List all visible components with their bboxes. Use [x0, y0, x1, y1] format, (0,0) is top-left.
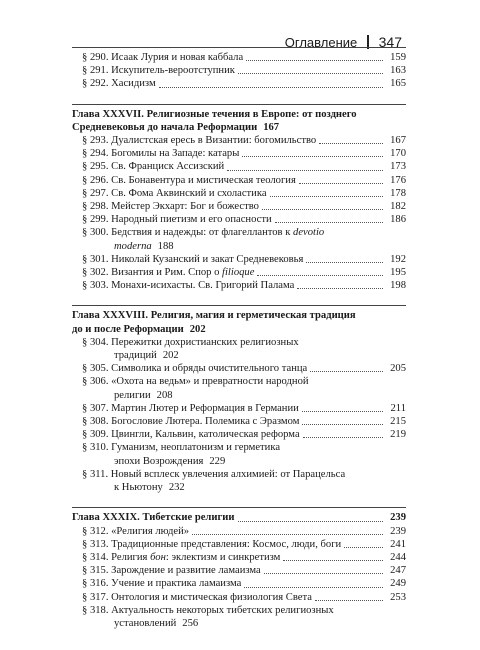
dot-leader — [344, 547, 383, 548]
entry-text: § 295. Св. Франциск Ассизский — [82, 161, 225, 173]
page-ref: 211 — [390, 402, 406, 414]
entry-text: § 318. Актуальность некоторых тибетских религиозных — [82, 604, 334, 616]
section-entry[interactable] — [72, 187, 406, 200]
dot-leader — [306, 262, 383, 263]
section-entry[interactable] — [72, 402, 406, 415]
page-ref: 192 — [390, 253, 406, 265]
page-ref: 202 — [189, 323, 206, 335]
entry-text: § 294. Богомилы на Западе: катары — [82, 148, 240, 160]
section-entry[interactable] — [72, 226, 406, 252]
entry-text: § 316. Учение и практика ламаизма — [82, 578, 242, 590]
section-entry[interactable] — [72, 525, 406, 538]
table-of-contents — [72, 47, 406, 630]
page-ref: 239 — [390, 525, 406, 537]
dot-leader — [246, 60, 383, 61]
toc-group — [72, 507, 406, 630]
entry-text: § 305. Символика и обряды очистительного танца — [82, 363, 308, 375]
toc-group — [72, 104, 406, 293]
dot-leader — [283, 560, 383, 561]
page-ref: 195 — [390, 267, 406, 279]
section-entry[interactable] — [72, 604, 406, 630]
entry-text: § 308. Богословие Лютера. Полемика с Эразмом — [82, 416, 300, 428]
section-entry[interactable] — [72, 415, 406, 428]
page-ref: 159 — [390, 52, 406, 63]
dot-leader — [159, 87, 383, 88]
chapter-heading[interactable] — [72, 309, 406, 335]
dot-leader — [302, 424, 383, 425]
dot-leader — [303, 437, 383, 438]
chapter-heading[interactable] — [72, 511, 406, 524]
page-ref: 167 — [390, 135, 406, 147]
dot-leader — [264, 573, 383, 574]
page-number: 347 — [378, 34, 402, 50]
section-entry[interactable] — [72, 538, 406, 551]
section-entry[interactable] — [72, 134, 406, 147]
dot-leader — [270, 196, 383, 197]
page-ref: 167 — [263, 121, 280, 133]
entry-text: § 315. Зарождение и развитие ламаизма — [82, 565, 261, 577]
page-ref: 256 — [182, 617, 199, 629]
section-entry[interactable] — [72, 468, 406, 494]
section-entry[interactable] — [72, 51, 406, 64]
entry-text: § 317. Онтология и мистическая физиология Света — [82, 591, 312, 603]
section-entry[interactable] — [72, 577, 406, 590]
dot-leader — [315, 600, 383, 601]
page-ref: 229 — [209, 455, 226, 467]
page-ref: 182 — [390, 201, 406, 213]
section-entry[interactable] — [72, 160, 406, 173]
dot-leader — [310, 371, 383, 372]
dot-leader — [227, 170, 383, 171]
entry-text: § 300. Бедствия и надежды: от флагеллантов к devotio — [82, 227, 325, 239]
section-entry[interactable] — [72, 77, 406, 90]
section-entry[interactable] — [72, 253, 406, 266]
page-ref: 208 — [156, 389, 173, 401]
entry-text: § 310. Гуманизм, неоплатонизм и герметика — [82, 442, 281, 454]
entry-text: § 299. Народный пиетизм и его опасности — [82, 214, 272, 226]
dot-leader — [244, 587, 383, 588]
page-ref: 232 — [168, 482, 185, 494]
section-entry[interactable] — [72, 591, 406, 604]
entry-text: эпохи Возрождения — [114, 455, 204, 467]
entry-text: § 306. «Охота на ведьм» и превратности народной — [82, 376, 309, 388]
dot-leader — [262, 209, 383, 210]
section-entry[interactable] — [72, 336, 406, 362]
dot-leader — [242, 156, 383, 157]
toc-group — [72, 47, 406, 91]
page-ref: 163 — [390, 65, 406, 77]
entry-text: § 312. «Религия людей» — [82, 525, 190, 537]
page-ref: 241 — [390, 538, 406, 550]
dot-leader — [297, 288, 383, 289]
dot-leader — [302, 411, 383, 412]
page-ref: 202 — [162, 350, 179, 362]
page-ref: 205 — [390, 363, 406, 375]
page-ref: 219 — [390, 429, 406, 441]
page-ref: 176 — [390, 174, 406, 186]
entry-text: § 311. Новый всплеск увлечения алхимией: от Парацельса — [82, 468, 346, 480]
entry-text: § 298. Мейстер Экхарт: Бог и божество — [82, 201, 259, 213]
entry-text: § 309. Цвингли, Кальвин, католическая реформа — [82, 429, 300, 441]
entry-text: § 292. Хасидизм — [82, 78, 156, 90]
entry-text: Глава XXXIX. Тибетские религии — [72, 512, 235, 524]
entry-text: § 301. Николай Кузанский и закат Средневековья — [82, 253, 304, 265]
entry-text: § 307. Мартин Лютер и Реформация в Германии — [82, 402, 299, 414]
section-entry[interactable] — [72, 174, 406, 187]
section-entry[interactable] — [72, 564, 406, 577]
section-entry[interactable] — [72, 200, 406, 213]
dot-leader — [299, 183, 383, 184]
page-ref: 173 — [390, 161, 406, 173]
entry-text: § 291. Искупитель-вероотступник — [82, 65, 235, 77]
page-ref: 244 — [390, 551, 406, 563]
entry-text: § 296. Св. Бонавентура и мистическая теология — [82, 174, 296, 186]
entry-text: § 314. Религия бон: эклектизм и синкретизм — [82, 551, 281, 563]
section-entry[interactable] — [72, 213, 406, 226]
running-title: Оглавление — [284, 34, 358, 50]
entry-text: традиций — [114, 350, 157, 362]
page-ref: 170 — [390, 148, 406, 160]
page-ref: 247 — [390, 565, 406, 577]
page-ref: 178 — [390, 187, 406, 199]
entry-text: до и после Реформации — [72, 323, 184, 335]
entry-text: установлений — [114, 617, 177, 629]
entry-text: Глава XXXVIII. Религия, магия и герметическая традиция — [72, 310, 356, 322]
section-entry[interactable] — [72, 362, 406, 375]
dot-leader — [319, 143, 383, 144]
section-entry[interactable] — [72, 428, 406, 441]
page-ref: 215 — [390, 416, 406, 428]
dot-leader — [238, 521, 384, 522]
entry-text: § 313. Традиционные представления: Космос, люди, боги — [82, 538, 342, 550]
entry-text: к Ньютону — [114, 482, 163, 494]
entry-text: Средневековья до начала Реформации — [72, 121, 258, 133]
dot-leader — [192, 534, 383, 535]
page-ref: 198 — [390, 280, 406, 292]
dot-leader — [238, 73, 383, 74]
page-ref: 249 — [390, 578, 406, 590]
page-ref: 165 — [390, 78, 406, 90]
dot-leader — [275, 222, 383, 223]
section-entry[interactable] — [72, 266, 406, 279]
entry-text: Глава XXXVII. Религиозные течения в Европе: от позднего — [72, 108, 357, 120]
entry-text: § 293. Дуалистская ересь в Византии: богомильство — [82, 135, 317, 147]
dot-leader — [257, 275, 383, 276]
page-ref: 188 — [157, 240, 174, 252]
section-entry[interactable] — [72, 147, 406, 160]
entry-text: § 303. Монахи-исихасты. Св. Григорий Палама — [82, 280, 295, 292]
entry-text: § 290. Исаак Лурия и новая каббала — [82, 52, 244, 63]
page-ref: 239 — [390, 512, 406, 524]
page-ref: 186 — [390, 214, 406, 226]
entry-text: религии — [114, 389, 151, 401]
entry-text: moderna — [114, 240, 152, 252]
section-entry[interactable] — [72, 551, 406, 564]
section-entry[interactable] — [72, 441, 406, 467]
chapter-heading[interactable] — [72, 108, 406, 134]
page-ref: 253 — [390, 591, 406, 603]
section-entry[interactable] — [72, 64, 406, 77]
section-entry[interactable] — [72, 279, 406, 292]
entry-text: § 304. Пережитки дохристианских религиозных — [82, 336, 299, 348]
entry-text: § 302. Византия и Рим. Спор о filioque — [82, 267, 255, 279]
toc-group — [72, 305, 406, 494]
section-entry[interactable] — [72, 375, 406, 401]
entry-text: § 297. Св. Фома Аквинский и схоластика — [82, 187, 267, 199]
